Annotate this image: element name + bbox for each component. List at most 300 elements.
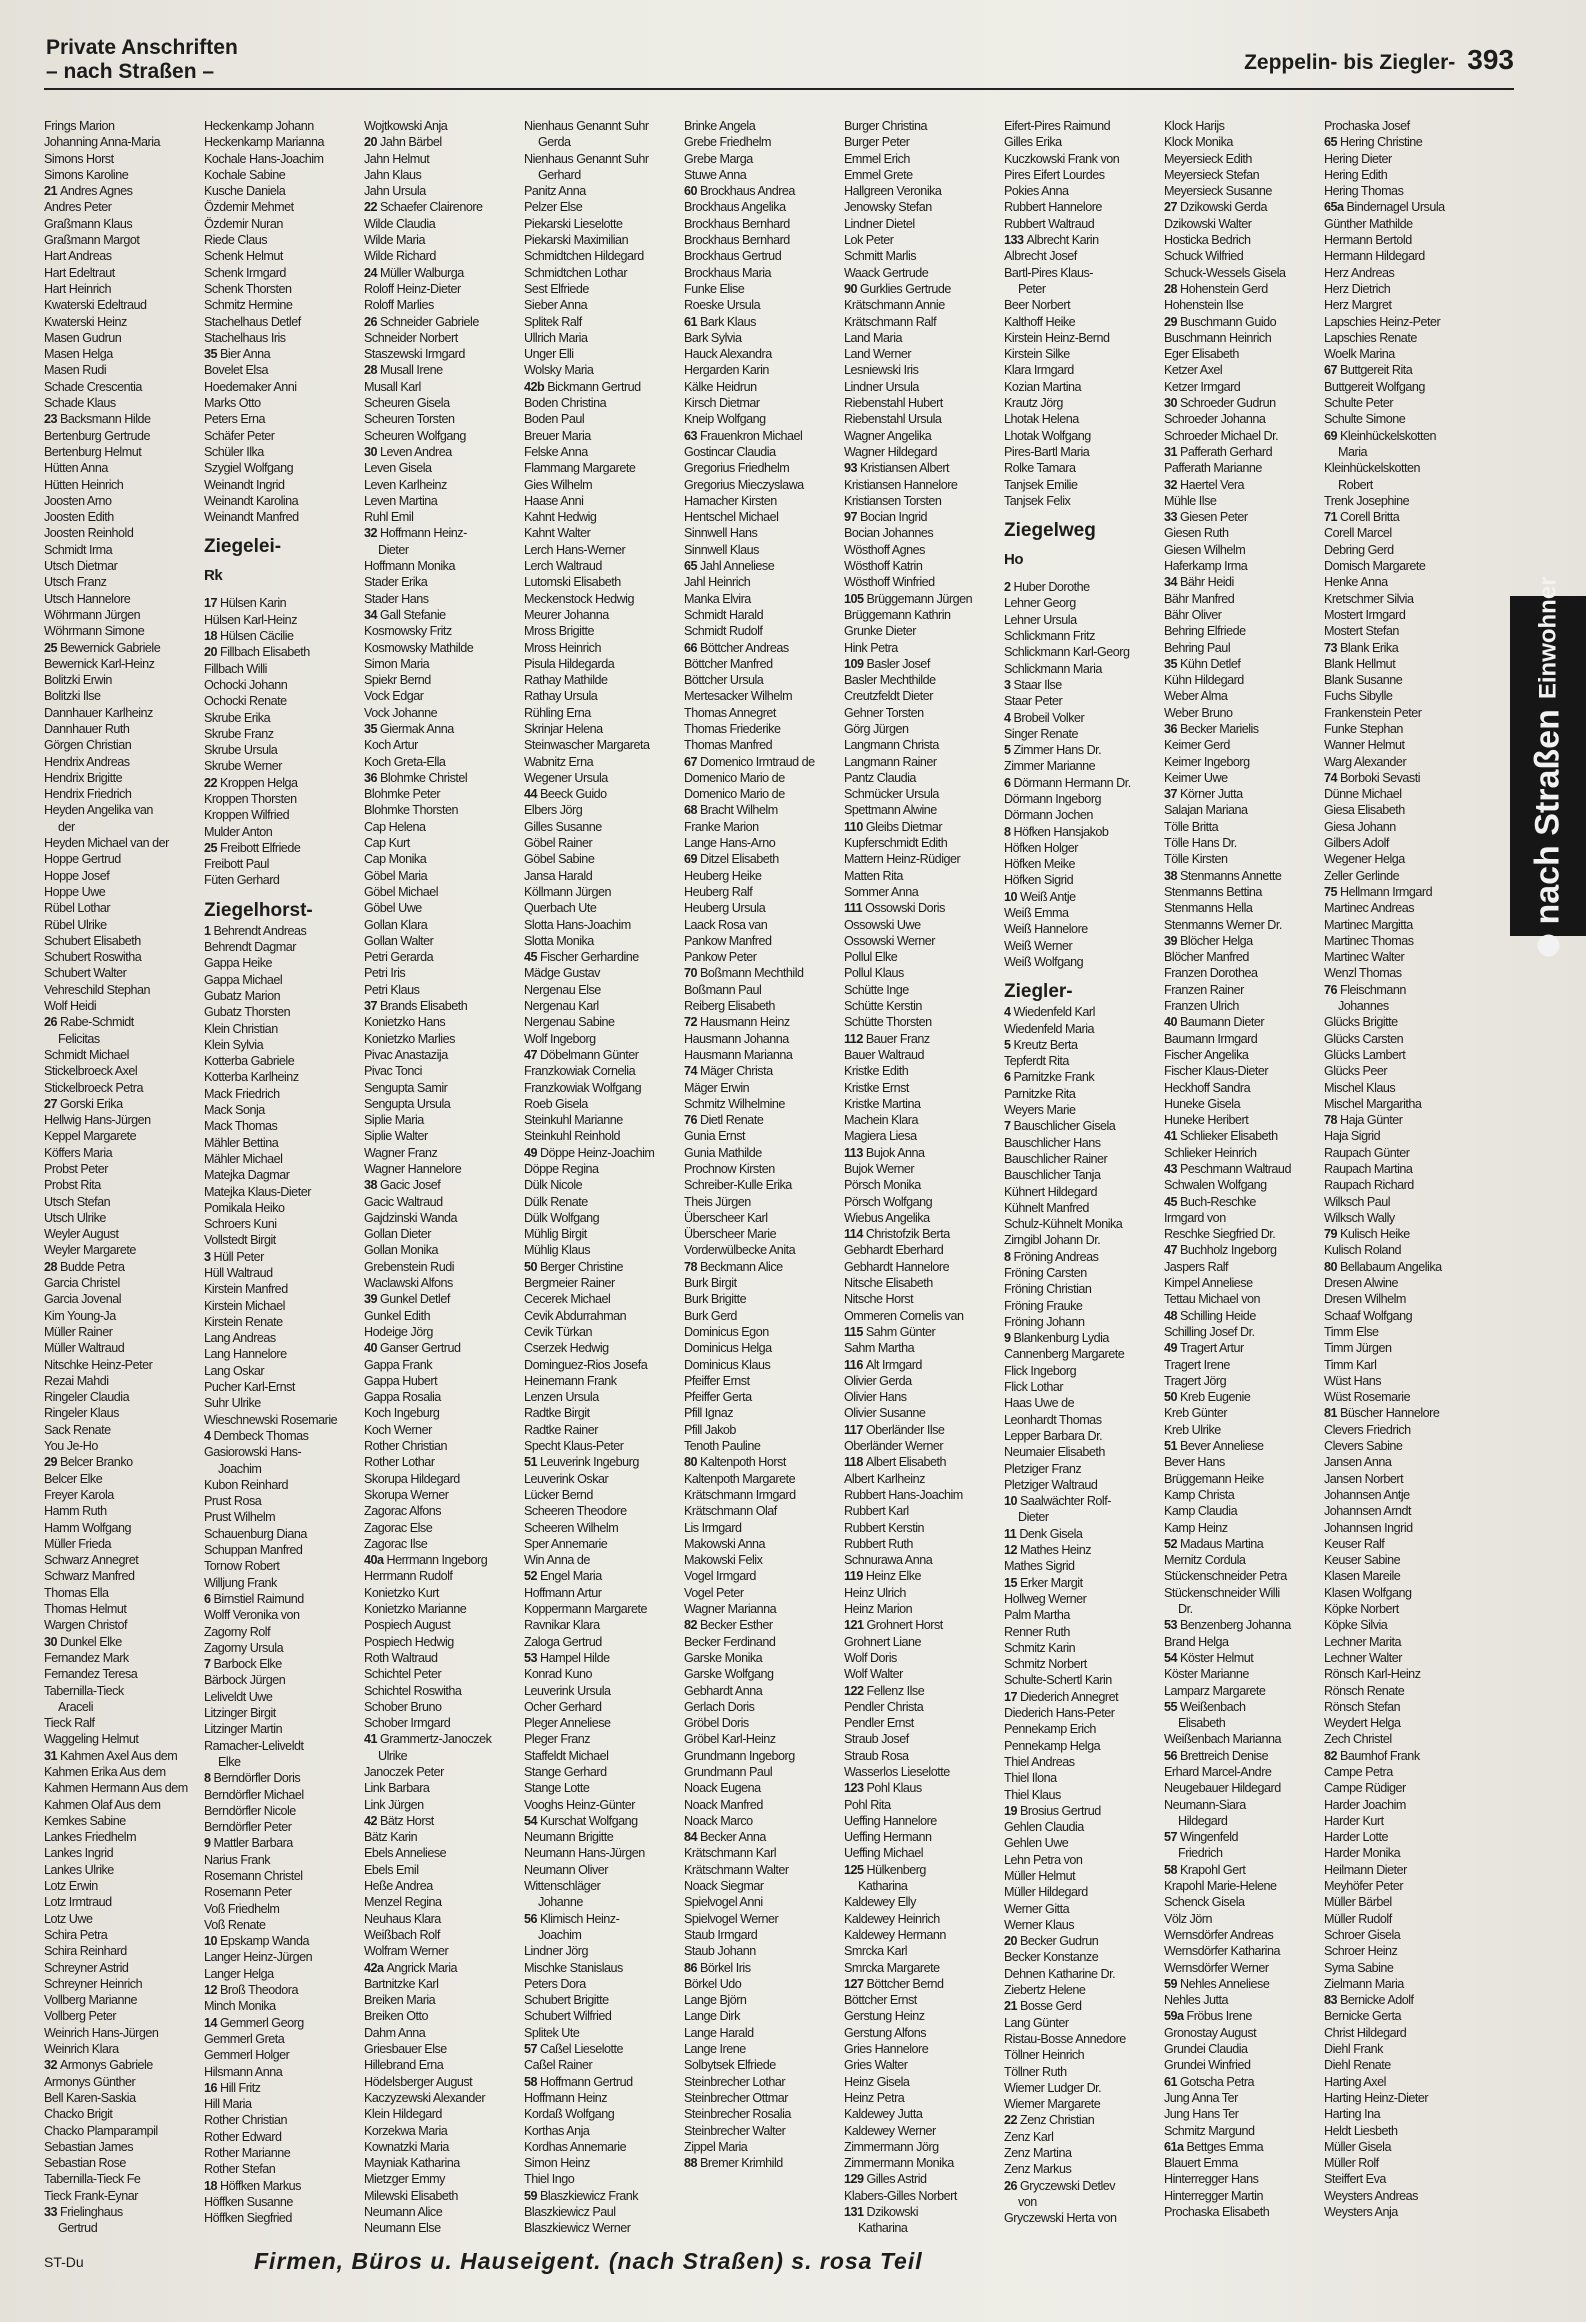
directory-entry: Dominicus Egon [684, 1324, 769, 1339]
directory-entry: Mack Thomas [204, 1119, 278, 1134]
directory-entry: Korthas Anja [524, 2123, 590, 2138]
directory-entry: 31 Pafferath Gerhard [1164, 444, 1273, 459]
directory-entry: 39 Blöcher Helga [1164, 933, 1253, 948]
directory-entry: Wegener Ursula [524, 770, 608, 785]
directory-entry: Simon Heinz [524, 2156, 590, 2171]
directory-entry: 115 Sahm Günter [844, 1324, 936, 1339]
directory-entry: Weinrich Hans-Jürgen [44, 2025, 159, 2040]
directory-entry: Steinkuhl Marianne [524, 1113, 623, 1128]
directory-entry: Zirngibl Johann Dr. [1004, 1233, 1101, 1248]
directory-entry: Neumaier Elisabeth [1004, 1445, 1105, 1460]
directory-entry: Kalthoff Heike [1004, 314, 1076, 329]
directory-entry: Creutzfeldt Dieter [844, 689, 933, 704]
directory-entry: Rathay Ursula [524, 689, 598, 704]
directory-entry: Mack Friedrich [204, 1086, 280, 1101]
directory-entry: Kahmen Erika Aus dem [44, 1764, 166, 1779]
page-range-header [1244, 44, 1514, 76]
directory-entry: Steiffert Eva [1324, 2172, 1386, 2187]
directory-entry: Kulisch Roland [1324, 1243, 1402, 1258]
directory-entry: Ketzer Axel [1164, 363, 1223, 378]
directory-entry: Kleinhückelskotten [1324, 461, 1421, 476]
directory-entry: Kemkes Sabine [44, 1813, 126, 1828]
directory-entry: Skrube Franz [204, 726, 274, 741]
directory-entry: Weißbach Rolf [364, 1927, 440, 1942]
directory-entry: Neumann Brigitte [524, 1830, 614, 1845]
directory-entry: 39 Gunkel Detlef [364, 1292, 450, 1307]
directory-entry: Kristiansen Torsten [844, 493, 942, 508]
directory-entry: Wüst Rosemarie [1324, 1390, 1411, 1405]
directory-entry: Heuberg Ralf [684, 884, 753, 899]
directory-entry: Nergenau Karl [524, 999, 599, 1014]
directory-entry: Burk Brigitte [684, 1292, 747, 1307]
directory-entry: 3 Staar Ilse [1004, 677, 1062, 692]
directory-entry: Palm Martha [1004, 1608, 1070, 1623]
directory-entry: 31 Kahmen Axel Aus dem [44, 1748, 178, 1763]
directory-entry: Tölle Kirsten [1164, 852, 1228, 867]
directory-entry: Ocher Gerhard [524, 1699, 602, 1714]
directory-entry: 81 Büscher Hannelore [1324, 1406, 1440, 1421]
directory-entry: Schenk Irmgard [204, 265, 286, 280]
directory-entry: Hermann Bertold [1324, 233, 1412, 248]
directory-entry: Pörsch Wolfgang [844, 1194, 933, 1209]
directory-entry: Neumann Alice [364, 2205, 443, 2219]
directory-entry: Utsch Hannelore [44, 591, 131, 606]
directory-entry: Leuverink Ursula [524, 1683, 611, 1698]
directory-entry: Hütten Heinrich [44, 477, 124, 492]
directory-entry: Olivier Hans [844, 1390, 907, 1405]
directory-entry: 105 Brüggemann Jürgen [844, 591, 973, 606]
directory-entry: Franzen Rainer [1164, 982, 1244, 997]
directory-entry: Thiel Ilona [1004, 1771, 1057, 1786]
directory-entry: Bever Hans [1164, 1455, 1225, 1470]
directory-entry: Wiebus Angelika [844, 1210, 930, 1225]
directory-entry: Wabnitz Erna [524, 754, 594, 769]
directory-entry: 119 Heinz Elke [844, 1569, 922, 1584]
directory-entry: Zagorac Else [364, 1520, 433, 1535]
directory-entry: Heße Andrea [364, 1879, 433, 1894]
directory-entry: Pires Eifert Lourdes [1004, 167, 1105, 182]
directory-entry: Neuhaus Klara [364, 1911, 441, 1926]
directory-entry: Berndörfler Nicole [204, 1803, 296, 1818]
directory-entry: Heuberg Ursula [684, 901, 766, 916]
directory-entry: Burger Peter [844, 135, 910, 150]
directory-entry: Schroeder Michael Dr. [1164, 428, 1279, 443]
directory-entry: Basler Mechthilde [844, 673, 936, 688]
directory-entry: Harting Axel [1324, 2074, 1386, 2089]
directory-entry: Kochale Hans-Joachim [204, 151, 324, 166]
directory-entry: Bauer Waltraud [844, 1047, 925, 1062]
directory-entry: 110 Gleibs Dietmar [844, 819, 943, 834]
directory-entry: Kamp Christa [1164, 1487, 1235, 1502]
directory-entry: Zech Christel [1324, 1732, 1392, 1747]
directory-entry: Göbel Rainer [524, 836, 593, 851]
directory-entry: Blauert Emma [1164, 2156, 1238, 2171]
directory-entry: Hüll Waltraud [204, 1266, 273, 1280]
directory-entry: Göbel Michael [364, 884, 439, 899]
directory-entry: 50 Kreb Eugenie [1164, 1390, 1251, 1405]
directory-entry: 49 Tragert Artur [1164, 1341, 1244, 1356]
directory-entry: Nitsche Elisabeth [844, 1276, 933, 1291]
directory-entry: 1 Behrendt Andreas [204, 923, 307, 938]
directory-column [1164, 118, 1324, 2224]
directory-entry: 118 Albert Elisabeth [844, 1455, 947, 1470]
directory-entry: Skorupa Werner [364, 1487, 449, 1502]
directory-entry: Pennekamp Helga [1004, 1738, 1101, 1753]
directory-entry: Syma Sabine [1324, 1960, 1394, 1975]
directory-entry: Mack Sonja [204, 1103, 265, 1118]
directory-entry: Cserzek Hedwig [524, 1341, 609, 1356]
directory-entry: Schmidt Michael [44, 1047, 129, 1062]
directory-entry: Höfken Meike [1004, 857, 1075, 872]
directory-entry: Pisula Hildegarda [524, 656, 615, 671]
directory-entry: 34 Bähr Heidi [1164, 575, 1234, 590]
directory-entry: Ringeler Klaus [44, 1406, 119, 1421]
directory-entry: Pomikala Heiko [204, 1200, 285, 1215]
directory-entry: Mühle Ilse [1164, 493, 1217, 508]
directory-entry: Mädge Gustav [524, 966, 600, 981]
directory-entry: Weyers Marie [1004, 1103, 1076, 1118]
directory-entry: Schulte-Schertl Karin [1004, 1673, 1112, 1688]
directory-entry: Bertenburg Gertrude [44, 428, 151, 443]
street-heading: Ziegler- [1004, 981, 1073, 1003]
directory-entry: Spielvogel Werner [684, 1911, 779, 1926]
directory-entry: Brockhaus Bernhard [684, 233, 790, 248]
directory-entry: Göbel Sabine [524, 852, 595, 867]
directory-entry: 51 Leuverink Ingeburg [524, 1455, 639, 1470]
directory-entry: Fernandez Mark [44, 1650, 129, 1665]
directory-entry: Böttcher Manfred [684, 656, 773, 671]
directory-entry: 10 Epskamp Wanda [204, 1934, 309, 1949]
directory-entry: Wanner Helmut [1324, 738, 1405, 753]
directory-entry: Harder Monika [1324, 1846, 1401, 1861]
directory-entry: Leven Gisela [364, 461, 432, 476]
side-tab-line1: Einwohner [1534, 575, 1561, 699]
directory-entry: 43 Peschmann Waltraud [1164, 1162, 1291, 1176]
directory-entry: Schwalen Wolfgang [1164, 1178, 1267, 1193]
directory-entry: Kirstein Heinz-Bernd [1004, 330, 1110, 345]
directory-entry: Hart Andreas [44, 249, 112, 264]
directory-entry: Konietzko Marlies [364, 1031, 455, 1046]
directory-entry: Schenk Thorsten [204, 281, 292, 296]
directory-entry: Sebastian Rose [44, 2156, 126, 2171]
directory-entry: Flick Ingeborg [1004, 1363, 1077, 1378]
directory-entry: Franzen Ulrich [1164, 999, 1239, 1014]
directory-entry: Weber Bruno [1164, 705, 1233, 720]
directory-entry: Heckenkamp Johann [204, 119, 314, 133]
directory-entry: Oberländer Werner [844, 1439, 944, 1454]
directory-entry: Kristke Ernst [844, 1080, 909, 1095]
directory-entry: Tieck Ralf [44, 1716, 95, 1731]
directory-entry: 15 Erker Margit [1004, 1575, 1083, 1590]
directory-entry: 53 Hampel Hilde [524, 1650, 610, 1665]
directory-entry: Woelk Marina [1324, 347, 1395, 362]
directory-entry: Kaldewey Heinrich [844, 1911, 940, 1926]
directory-entry: Harting Heinz-Dieter [1324, 2090, 1429, 2105]
directory-entry: Lange Björn [684, 1993, 747, 2008]
directory-entry: Gronostay August [1164, 2025, 1257, 2040]
directory-entry: 70 Boßmann Mechthild [684, 966, 804, 981]
directory-entry: 9 Mattler Barbara [204, 1836, 293, 1851]
directory-entry: Joachim [218, 1461, 262, 1476]
directory-entry: Lotz Irmtraud [44, 1895, 112, 1910]
directory-entry: Siplie Walter [364, 1129, 428, 1144]
directory-entry: Wöhrmann Jürgen [44, 607, 141, 622]
directory-entry: 2 Huber Dorothe [1004, 580, 1090, 595]
directory-entry: Utsch Stefan [44, 1194, 111, 1209]
directory-entry: Scheuren Torsten [364, 412, 455, 427]
directory-entry: Zagorac Alfons [364, 1504, 442, 1519]
directory-entry: Wolf Doris [844, 1650, 897, 1665]
directory-entry: Lehner Ursula [1004, 612, 1077, 627]
directory-entry: 27 Dzikowski Gerda [1164, 200, 1267, 215]
section-side-tab [1510, 575, 1586, 936]
directory-entry: Pankow Peter [684, 950, 757, 965]
directory-entry: Matten Rita [844, 868, 903, 883]
directory-entry: Buttgereit Wolfgang [1324, 379, 1425, 394]
directory-entry: Piekarski Maximilian [524, 233, 629, 248]
directory-entry: 56 Brettreich Denise [1164, 1748, 1269, 1763]
directory-entry: Vollstedt Birgit [204, 1233, 276, 1248]
directory-entry: Weiß Wolfgang [1004, 954, 1084, 969]
directory-entry: Voß Friedhelm [204, 1901, 280, 1916]
directory-entry: Schubert Walter [44, 966, 127, 981]
directory-entry: Ommeren Cornelis van [844, 1308, 964, 1323]
directory-entry: Gries Hannelore [844, 2042, 929, 2057]
directory-entry: Wernsdörfer Andreas [1164, 1927, 1274, 1942]
directory-entry: Mühlig Birgit [524, 1227, 587, 1242]
directory-entry: Lok Peter [844, 233, 894, 248]
directory-entry: Lange Harald [684, 2025, 754, 2040]
directory-entry: Lang Günter [1004, 2015, 1069, 2030]
directory-entry: Schmidt Harald [684, 607, 764, 622]
directory-entry: 28 Hohenstein Gerd [1164, 281, 1268, 296]
directory-entry: 22 Kroppen Helga [204, 775, 298, 790]
directory-entry: Koch Greta-Ella [364, 754, 446, 769]
directory-entry: Mulder Anton [204, 824, 273, 839]
directory-entry: Schroeder Johanna [1164, 412, 1266, 427]
directory-entry: Lis Irmgard [684, 1520, 742, 1535]
directory-entry: Dannhauer Karlheinz [44, 705, 153, 720]
side-tab-line2: nach Straßen [1528, 708, 1567, 925]
directory-entry: Klein Hildegard [364, 2107, 442, 2122]
directory-entry: Raupach Martina [1324, 1162, 1413, 1176]
directory-entry: Makowski Anna [684, 1536, 765, 1551]
directory-entry: Lotz Erwin [44, 1879, 98, 1894]
directory-entry: Matejka Klaus-Dieter [204, 1184, 311, 1199]
directory-entry: Koch Ingeburg [364, 1406, 440, 1421]
directory-entry: Cap Kurt [364, 836, 410, 851]
directory-entry: Leven Karlheinz [364, 477, 447, 492]
directory-entry: Marks Otto [204, 396, 261, 411]
directory-entry: Hildegard [1178, 1813, 1228, 1828]
directory-entry: 36 Blohmke Christel [364, 770, 468, 785]
directory-entry: Zenz Markus [1004, 2162, 1072, 2177]
directory-entry: Raupach Richard [1324, 1178, 1414, 1193]
directory-entry: Gries Walter [844, 2058, 908, 2073]
street-heading: Ziegelweg [1004, 520, 1096, 542]
directory-entry: Gehlen Uwe [1004, 1836, 1069, 1851]
directory-entry: Hollweg Werner [1004, 1591, 1087, 1606]
directory-entry: Gilles Erika [1004, 135, 1062, 150]
directory-entry: Schlickmann Maria [1004, 661, 1102, 676]
directory-entry: Lehn Petra von [1004, 1852, 1083, 1867]
directory-entry: Burk Gerd [684, 1308, 737, 1323]
directory-entry: Kwaterski Edeltraud [44, 298, 147, 313]
directory-entry: Henke Anna [1324, 575, 1388, 590]
directory-entry: Machein Klara [844, 1113, 919, 1128]
directory-entry: Köpke Silvia [1324, 1618, 1388, 1633]
directory-entry: You Je-Ho [44, 1439, 98, 1454]
directory-entry: Clevers Friedrich [1324, 1422, 1411, 1437]
directory-entry: Kretschmer Silvia [1324, 591, 1414, 606]
directory-entry: Slotta Monika [524, 933, 594, 948]
directory-entry: Tabernilla-Tieck [44, 1683, 124, 1698]
directory-entry: Wittenschläger [524, 1879, 601, 1894]
directory-entry: Wagner Angelika [844, 428, 932, 443]
directory-entry: 65a Bindernagel Ursula [1324, 200, 1445, 215]
directory-entry: 63 Frauenkron Michael [684, 428, 803, 443]
directory-entry: Lotz Uwe [44, 1911, 93, 1926]
directory-entry: Steinbrecher Lothar [684, 2074, 786, 2089]
directory-entry: Jung Anna Ter [1164, 2090, 1238, 2105]
directory-entry: 42 Bätz Horst [364, 1813, 434, 1828]
directory-entry: Kochale Sabine [204, 167, 286, 182]
directory-entry: Brockhaus Maria [684, 265, 771, 280]
directory-entry: Domenico Mario de [684, 770, 785, 785]
directory-entry: Grundei Claudia [1164, 2042, 1248, 2057]
directory-entry: Stenmanns Bettina [1164, 884, 1262, 899]
directory-entry: Martinec Walter [1324, 950, 1405, 965]
directory-entry: Rother Marianne [204, 2146, 291, 2161]
directory-entry: 27 Gorski Erika [44, 1096, 123, 1111]
directory-entry: Tenoth Pauline [684, 1439, 761, 1454]
directory-entry: Kirstein Manfred [204, 1282, 288, 1297]
street-range: Zeppelin- bis Ziegler- [1244, 51, 1456, 74]
directory-entry: Grohnert Liane [844, 1634, 922, 1649]
directory-entry: Langmann Christa [844, 738, 939, 753]
directory-entry: Vock Edgar [364, 689, 424, 704]
directory-entry: Noack Marco [684, 1813, 753, 1828]
directory-entry: Thomas Friederike [684, 721, 781, 736]
directory-entry: 76 Fleischmann [1324, 982, 1406, 997]
directory-entry: Ristau-Bosse Annedore [1004, 2031, 1126, 2046]
directory-entry: Fillbach Willi [204, 661, 267, 676]
directory-entry: Vogel Peter [684, 1585, 744, 1600]
directory-entry: Win Anna de [524, 1553, 590, 1568]
directory-entry: Dresen Wilhelm [1324, 1292, 1406, 1307]
directory-entry: Hoffmann Heinz [524, 2090, 608, 2105]
directory-entry: Rosemann Christel [204, 1868, 303, 1883]
directory-entry: Garske Monika [684, 1650, 763, 1665]
directory-entry: Ketzer Irmgard [1164, 379, 1241, 394]
directory-entry: Scheeren Theodore [524, 1504, 627, 1519]
directory-entry: Haase Anni [524, 493, 584, 508]
directory-entry: Gilles Susanne [524, 819, 602, 834]
directory-entry: Boden Paul [524, 412, 585, 427]
directory-entry: 8 Berndörfler Doris [204, 1771, 301, 1786]
directory-entry: Vollberg Marianne [44, 1993, 138, 2008]
directory-entry: Breiken Maria [364, 1993, 436, 2008]
directory-entry: Graßmann Klaus [44, 216, 133, 231]
directory-entry: Voß Renate [204, 1917, 266, 1932]
directory-entry: Bauschlicher Hans [1004, 1135, 1101, 1150]
directory-entry: Pleger Franz [524, 1732, 591, 1747]
directory-entry: Kotterba Gabriele [204, 1054, 295, 1069]
directory-entry: Ochocki Johann [204, 677, 288, 692]
directory-entry: 79 Kulisch Heike [1324, 1227, 1410, 1242]
directory-entry: Jansa Harald [524, 868, 593, 883]
directory-entry: Musall Karl [364, 379, 421, 394]
directory-entry: Kristiansen Hannelore [844, 477, 958, 492]
directory-entry: Grebe Friedhelm [684, 135, 771, 150]
directory-entry: Vollberg Peter [44, 2009, 117, 2024]
directory-entry: 59 Blaszkiewicz Frank [524, 2188, 639, 2203]
directory-entry: Göbel Maria [364, 868, 428, 883]
directory-entry: Johannsen Antje [1324, 1487, 1410, 1502]
directory-entry: Pantz Claudia [844, 770, 916, 785]
directory-entry: Kühn Hildegard [1164, 673, 1244, 688]
directory-entry: Lankes Friedhelm [44, 1830, 137, 1845]
directory-entry: 52 Madaus Martina [1164, 1536, 1264, 1551]
directory-entry: Prochaska Elisabeth [1164, 2205, 1270, 2219]
directory-entry: Kosmowsky Mathilde [364, 640, 474, 655]
directory-entry: Schmitz Margund [1164, 2123, 1255, 2138]
directory-entry: 40 Baumann Dieter [1164, 1015, 1265, 1030]
directory-entry: Boßmann Paul [684, 982, 762, 997]
directory-entry: 97 Bocian Ingrid [844, 510, 928, 525]
directory-entry: 82 Becker Esther [684, 1618, 773, 1633]
directory-entry: Wilde Richard [364, 249, 436, 264]
directory-entry: Schnurawa Anna [844, 1553, 933, 1568]
directory-entry: Gebhardt Hannelore [844, 1259, 950, 1274]
directory-entry: Boden Christina [524, 396, 607, 411]
directory-entry: Hinterregger Hans [1164, 2172, 1259, 2187]
directory-entry: Masen Helga [44, 347, 113, 362]
directory-entry: Töllner Ruth [1004, 2064, 1067, 2079]
directory-entry: Gerlach Doris [684, 1699, 755, 1714]
directory-entry: 32 Hoffmann Heinz- [364, 526, 467, 541]
directory-entry: Gryczewski Herta von [1004, 2211, 1117, 2226]
directory-entry: Kordhas Annemarie [524, 2139, 627, 2154]
directory-entry: Menzel Regina [364, 1895, 442, 1910]
directory-entry: Kordaß Wolfgang [524, 2107, 615, 2122]
directory-entry: Jahn Klaus [364, 167, 422, 182]
directory-entry: Breiken Otto [364, 2009, 428, 2024]
directory-entry: Schneider Norbert [364, 330, 458, 345]
directory-entry: Emmel Grete [844, 167, 913, 182]
directory-entry: Sinnwell Hans [684, 526, 758, 541]
directory-entry: Elbers Jörg [524, 803, 583, 818]
directory-entry: Dülk Renate [524, 1194, 588, 1209]
directory-entry: Leonhardt Thomas [1004, 1412, 1102, 1427]
directory-entry: Bovelet Elsa [204, 363, 269, 378]
directory-entry: Radtke Birgit [524, 1406, 590, 1421]
directory-entry: Schroer Heinz [1324, 1944, 1398, 1959]
directory-entry: Schmitz Hermine [204, 298, 293, 313]
directory-entry: Böttcher Ursula [684, 673, 764, 688]
directory-entry: Pleger Anneliese [524, 1716, 611, 1731]
directory-entry: Lindner Dietel [844, 216, 915, 231]
directory-entry: Grunke Dieter [844, 624, 916, 639]
directory-entry: Erhard Marcel-Andre [1164, 1764, 1272, 1779]
directory-entry: Mross Brigitte [524, 624, 594, 639]
directory-entry: 33 Frielinghaus [44, 2205, 123, 2219]
directory-entry: Zimmer Marianne [1004, 759, 1096, 774]
directory-entry: Katharina [858, 2221, 908, 2236]
directory-entry: Masen Rudi [44, 363, 107, 378]
directory-entry: Tornow Robert [204, 1559, 280, 1574]
directory-entry: 10 Weiß Antje [1004, 889, 1076, 904]
